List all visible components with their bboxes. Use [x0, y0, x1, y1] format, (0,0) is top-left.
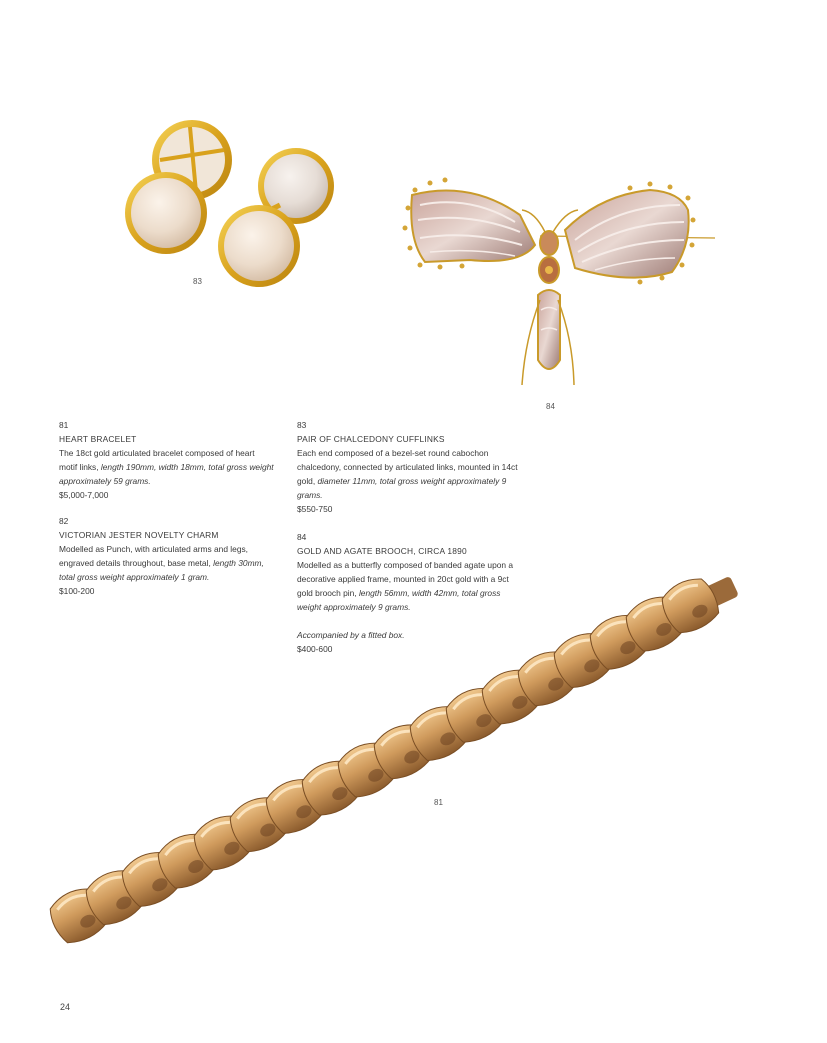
lot-estimate: $5,000-7,000: [59, 490, 109, 500]
lot-note: Accompanied by a fitted box.: [297, 630, 405, 640]
cufflink-stone-right-bottom: [218, 205, 300, 287]
bracelet-caption: 81: [434, 798, 443, 807]
lot-number: 82: [59, 516, 69, 526]
lot-description: Modelled as Punch, with articulated arms and legs, engraved details throughout, base metal, length 30mm, total gross weight approximately 1 gram.: [59, 544, 264, 582]
lot-estimate: $550-750: [297, 504, 333, 514]
lot-estimate: $100-200: [59, 586, 95, 596]
page-number: 24: [60, 1002, 71, 1012]
lot-82: [59, 514, 274, 598]
lot-number: 83: [297, 420, 307, 430]
lot-number: 81: [59, 420, 69, 430]
lot-estimate: $400-600: [297, 644, 333, 654]
lot-title: VICTORIAN JESTER NOVELTY CHARM: [59, 530, 219, 540]
cufflinks-caption: 83: [193, 277, 202, 286]
lot-description: The 18ct gold articulated bracelet composed of heart motif links, length 190mm, width 18mm, total gross weight approximately 59 grams.: [59, 448, 274, 486]
lot-title: HEART BRACELET: [59, 434, 137, 444]
lot-81: [59, 418, 274, 502]
lot-number: 84: [297, 532, 307, 542]
lot-title: GOLD AND AGATE BROOCH, CIRCA 1890: [297, 546, 467, 556]
cufflink-stone-left: [125, 172, 207, 254]
lot-title: PAIR OF CHALCEDONY CUFFLINKS: [297, 434, 445, 444]
brooch-caption: 84: [546, 402, 555, 411]
lot-description: Modelled as a butterfly composed of banded agate upon a decorative applied frame, mounted in 20ct gold with a 9ct gold brooch pin, length 56mm, width 42mm, total gross weight approximately 9 grams.: [297, 560, 514, 612]
lot-84: [297, 530, 519, 656]
lot-description: Each end composed of a bezel-set round cabochon chalcedony, connected by articulated links, mounted in 14ct gold, diameter 11mm, total gross weight approximately 9 grams.: [297, 448, 518, 500]
lot-83: [297, 418, 519, 516]
brooch-image: [403, 178, 716, 386]
